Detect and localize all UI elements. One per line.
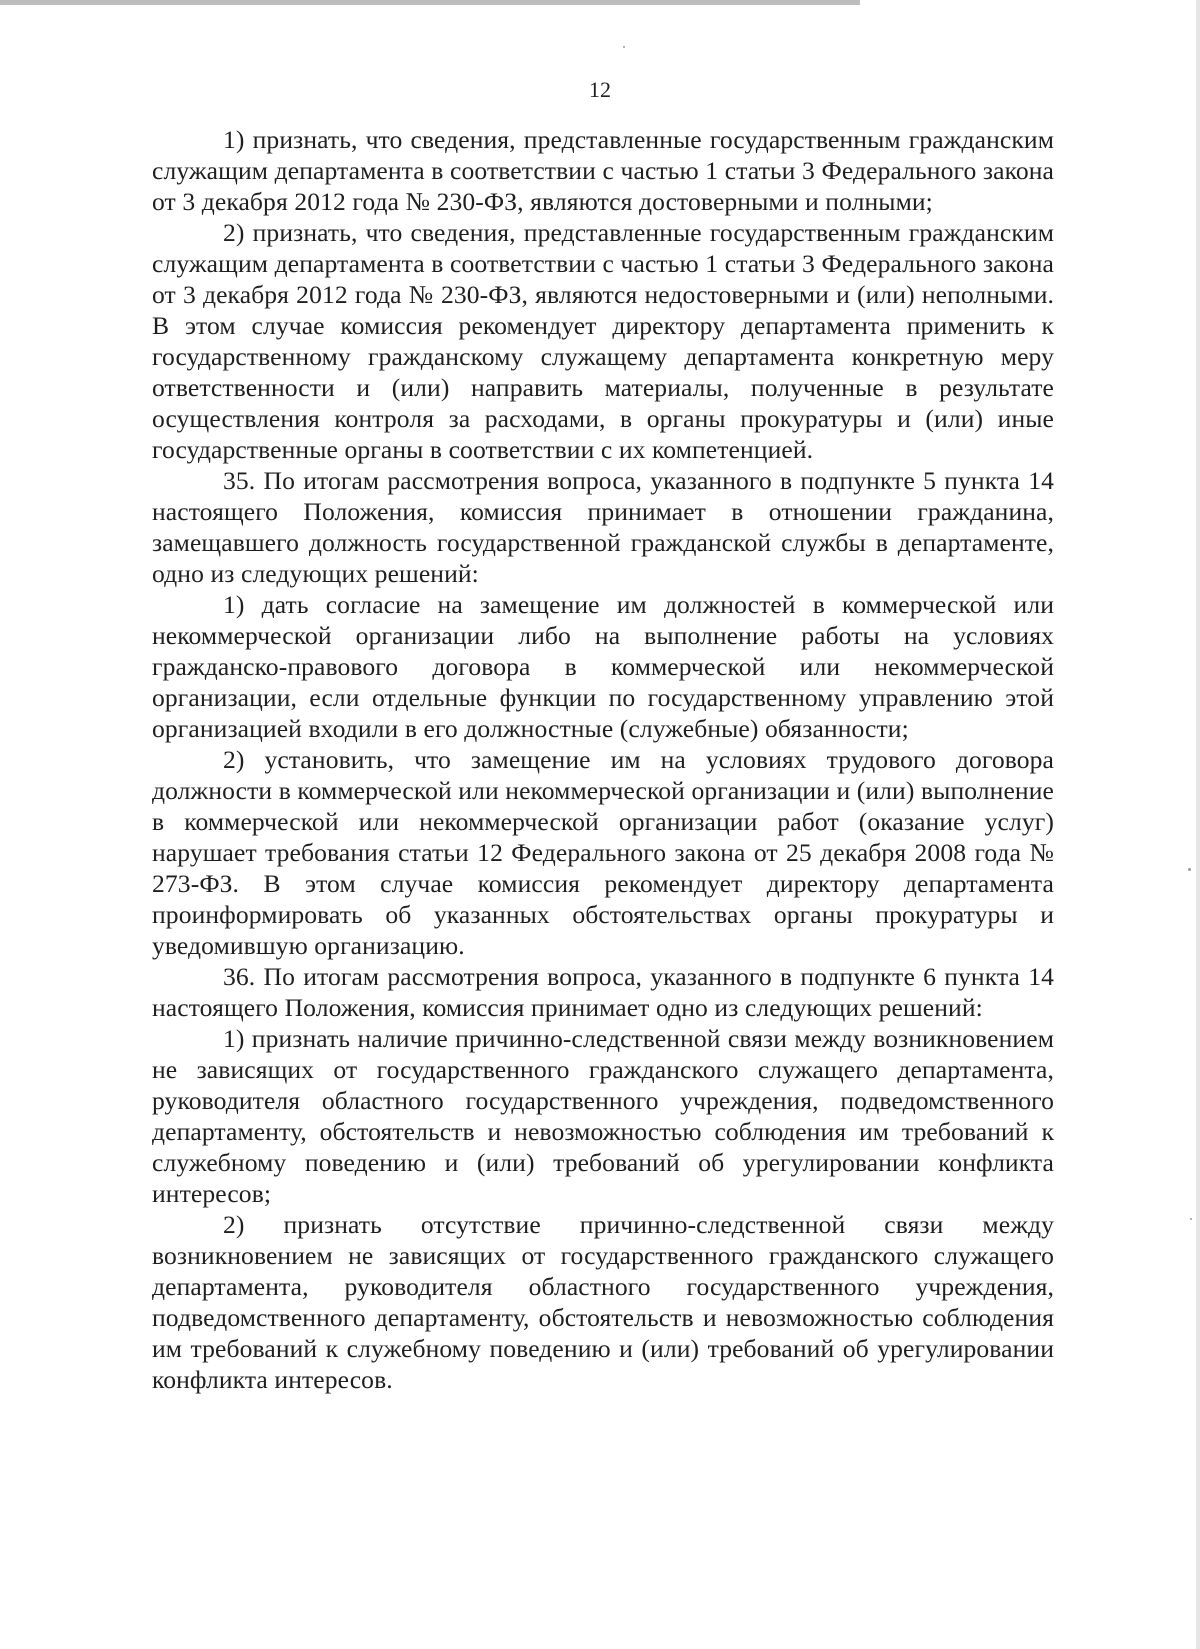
paragraph-34-item-2: 2) признать, что сведения, представленные государственным гражданским служащим департамента в соответствии с частью 1 статьи 3 Федерального закона от 3 декабря 2012 года № 230-ФЗ, являются недостоверными и (или) неполными. В этом случае комиссия рекомендует директору департамента применить к государственному гражданскому служащему департамента конкретную меру ответственности и (или) направить материалы, полученные в результате осуществления контроля за расходами, в органы прокуратуры и (или) иные государственные органы в соответствии с их компетенцией. xyxy=(152,218,1054,464)
paragraph-36-item-2: 2) признать отсутствие причинно-следственной связи между возникновением не зависящих от государственного гражданского служащего департамента, руководителя областного государственного учреждения, подведомственного департаменту, обстоятельств и невозможностью соблюдения им требований к служебному поведению и (или) требований об урегулировании конфликта интересов. xyxy=(152,1210,1054,1394)
document-body xyxy=(152,124,1054,1395)
paragraph-36-item-1: 1) признать наличие причинно-следственной связи между возникновением не зависящих от государственного гражданского служащего департамента, руководителя областного государственного учреждения, подведомственного департаменту, обстоятельств и невозможностью соблюдения им требований к служебному поведению и (или) требований об урегулировании конфликта интересов; xyxy=(152,1024,1054,1208)
scan-speck xyxy=(1188,868,1191,871)
paragraph-36: 36. По итогам рассмотрения вопроса, указанного в подпункте 6 пункта 14 настоящего Положения, комиссия принимает одно из следующих решений: xyxy=(152,962,1054,1022)
paragraph-35: 35. По итогам рассмотрения вопроса, указанного в подпункте 5 пункта 14 настоящего Положения, комиссия принимает в отношении гражданина, замещавшего должность государственной гражданской службы в департаменте, одно из следующих решений: xyxy=(152,466,1054,588)
paragraph-35-item-1: 1) дать согласие на замещение им должностей в коммерческой или некоммерческой организации либо на выполнение работы на условиях гражданско-правового договора в коммерческой или некоммерческой организации, если отдельные функции по государственному управлению этой организацией входили в его должностные (служебные) обязанности; xyxy=(152,590,1054,743)
scan-speck xyxy=(1190,1218,1192,1220)
page-number: 12 xyxy=(589,77,611,102)
scan-speck xyxy=(623,46,625,48)
paragraph-35-item-2: 2) установить, что замещение им на условиях трудового договора должности в коммерческой или некоммерческой организации и (или) выполнение в коммерческой или некоммерческой организации работ (оказание услуг) нарушает требования статьи 12 Федерального закона от 25 декабря 2008 года № 273-ФЗ. В этом случае комиссия рекомендует директору департамента проинформировать об указанных обстоятельствах органы прокуратуры и уведомившую организацию. xyxy=(152,745,1054,960)
scan-edge-right xyxy=(1196,0,1200,1649)
scan-edge-top xyxy=(0,0,860,5)
paragraph-34-item-1: 1) признать, что сведения, представленные государственным гражданским служащим департамента в соответствии с частью 1 статьи 3 Федерального закона от 3 декабря 2012 года № 230-ФЗ, являются достоверными и полными; xyxy=(152,125,1054,216)
